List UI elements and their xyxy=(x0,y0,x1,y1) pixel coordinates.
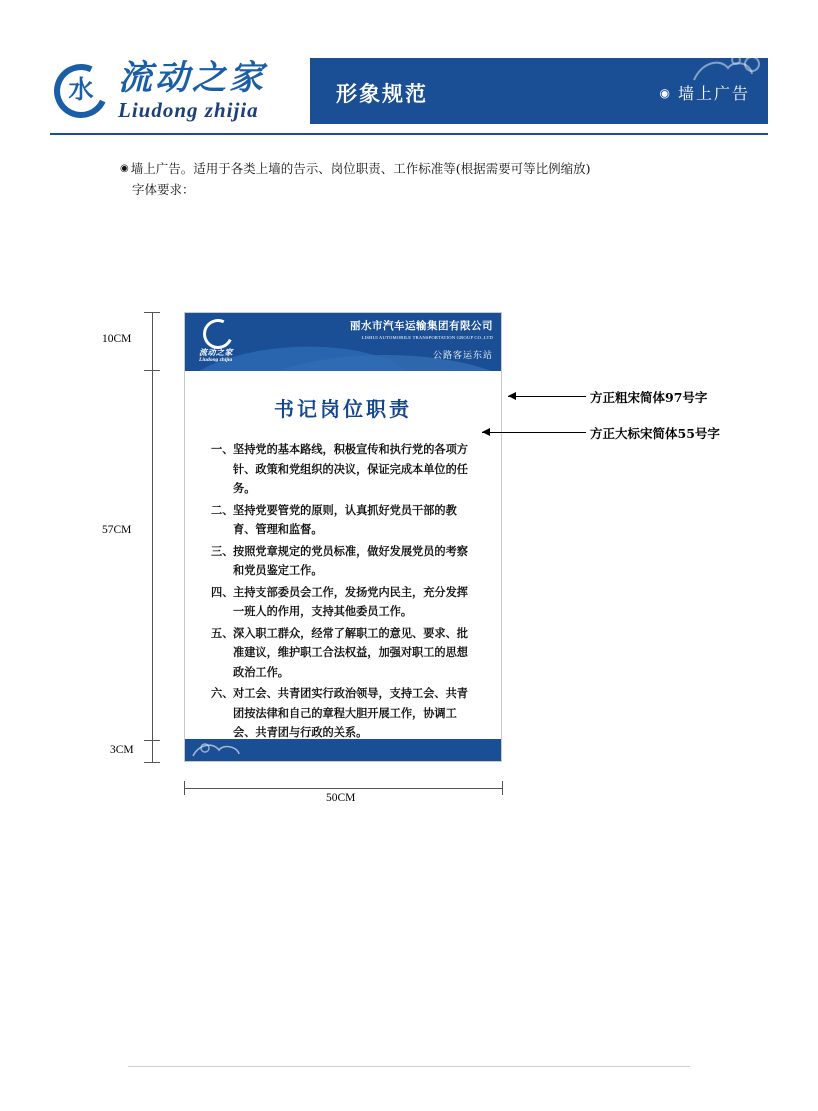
list-item-text: 深入职工群众，经常了解职工的意见、要求、批准建议，维护职工合法权益，加强对职工的思想政治工作。 xyxy=(233,625,468,679)
dimension-tick-mid-upper xyxy=(144,370,160,371)
list-item xyxy=(211,624,475,683)
dimension-label-width: 50CM xyxy=(326,792,356,804)
dimension-label-bottom: 3CM xyxy=(110,744,134,756)
poster-brand-name-cn: 流动之家 xyxy=(199,347,233,357)
section-label-text: 墙上广告 xyxy=(677,84,750,103)
intro-line-1 xyxy=(120,158,760,179)
list-item xyxy=(211,583,475,622)
list-item-text: 坚持党的基本路线，积极宣传和执行党的各项方针、政策和党组织的决议，保证完成本单位的任务。 xyxy=(233,442,468,495)
dimension-label-middle: 57CM xyxy=(102,524,132,536)
annotation-title-font: 方正粗宋简体97号字 xyxy=(590,390,708,405)
poster-brand-name-en: Liudong zhijia xyxy=(199,357,233,363)
list-item-number: 二、 xyxy=(211,502,234,517)
dimension-line-horizontal xyxy=(184,788,502,789)
annotation-arrow-body xyxy=(482,428,490,436)
cloud-decoration-icon xyxy=(191,740,247,760)
list-item-number: 六、 xyxy=(211,686,234,700)
annotation-arrow-title xyxy=(508,392,516,400)
header-divider xyxy=(50,133,768,135)
list-item xyxy=(211,440,475,499)
company-station-name: 公路客运东站 xyxy=(432,351,493,361)
list-item-number: 五、 xyxy=(211,625,234,640)
dimension-tick-top xyxy=(144,312,160,313)
dimension-tick-right xyxy=(502,781,503,795)
list-item-number: 四、 xyxy=(211,584,234,599)
intro-text xyxy=(120,158,760,200)
intro-line-2: 字体要求： xyxy=(132,182,195,197)
footer-divider xyxy=(128,1066,690,1067)
dimension-label-top: 10CM xyxy=(102,333,132,345)
page-title: 形象规范 xyxy=(336,81,428,106)
poster-title: 书记岗位职责 xyxy=(274,397,412,421)
intro-line-1-text: 墙上广告。适用于各类上墙的告示、岗位职责、工作标准等(根据需要可等比例缩放) xyxy=(130,161,591,176)
list-item-text: 对工会、共青团实行政治领导，支持工会、共青团按法律和自己的章程大胆开展工作，协调工会、共青团与行政的关系。 xyxy=(233,686,468,739)
brand-logo-text xyxy=(118,58,266,122)
brand-name-cn: 流动之家 xyxy=(118,58,266,98)
company-name-cn: 丽水市汽车运输集团有限公司 xyxy=(350,320,493,332)
poster-body xyxy=(211,440,475,743)
dimension-tick-bottom xyxy=(144,762,160,763)
poster-company-block xyxy=(350,318,493,361)
poster-brand-logo xyxy=(195,319,253,367)
dimension-tick-left xyxy=(184,781,185,795)
section-label xyxy=(660,81,751,104)
annotation-body-font: 方正大标宋简体55号字 xyxy=(590,426,720,441)
bullet-icon: ◉ xyxy=(659,86,672,100)
list-item-text: 按照党章规定的党员标准，做好发展党员的考察和党员鉴定工作。 xyxy=(233,543,468,577)
dimension-tick-mid-lower xyxy=(144,740,160,741)
page-header xyxy=(50,58,768,124)
list-item xyxy=(211,501,475,540)
poster-preview xyxy=(184,312,502,762)
list-item-text: 主持支部委员会工作，发扬党内民主，充分发挥一班人的作用，支持其他委员工作。 xyxy=(233,584,468,618)
poster-footer xyxy=(185,739,501,761)
annotation-leader-line-title xyxy=(508,396,586,397)
dimension-line-vertical xyxy=(152,312,153,762)
list-item-number: 三、 xyxy=(211,543,234,558)
list-item xyxy=(211,542,475,581)
annotation-leader-line-body xyxy=(482,432,586,433)
bullet-icon: ◉ xyxy=(120,163,129,174)
list-item-text: 坚持党要管党的原则，认真抓好党员干部的教育、管理和监督。 xyxy=(233,502,457,536)
list-item xyxy=(211,684,475,743)
company-name-en: LISHUI AUTOMOBILE TRANSPORTATION GROUP CO.,LTD xyxy=(361,335,493,340)
water-drop-logo-icon: 水 xyxy=(52,61,112,121)
brand-logo xyxy=(50,58,310,124)
spec-drawing xyxy=(102,300,720,804)
brand-name-en: Liudong zhijia xyxy=(118,98,259,122)
list-item-number: 一、 xyxy=(211,442,234,456)
poster-header xyxy=(185,313,501,371)
header-blue-bar xyxy=(310,58,768,124)
